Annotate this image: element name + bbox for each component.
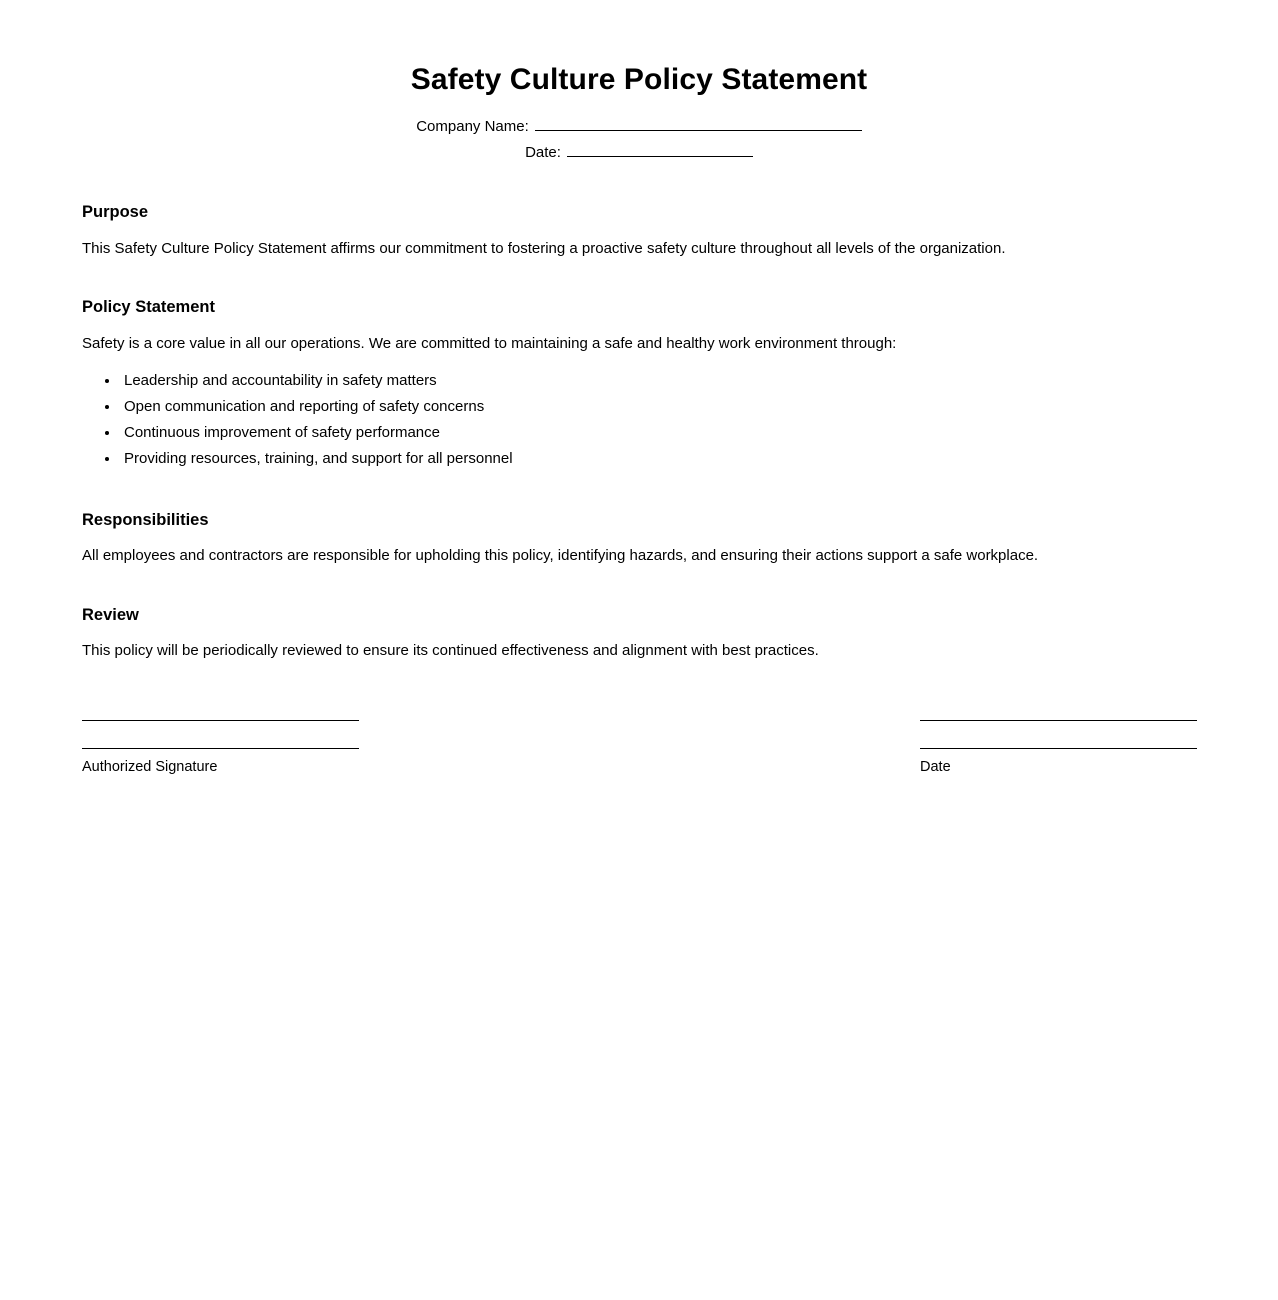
- list-item: • Providing resources, training, and support for all personnel: [120, 446, 1200, 472]
- section-heading-responsibilities: Responsibilities: [82, 510, 209, 529]
- date-field-row: [0, 140, 1278, 166]
- company-name-input[interactable]: [535, 116, 862, 131]
- section-text-purpose: This Safety Culture Policy Statement affirms our commitment to fostering a proactive safety culture throughout all levels of the organization.: [82, 239, 1006, 257]
- authorized-signature-group: [82, 706, 359, 777]
- signature-date-rule-top[interactable]: [920, 720, 1197, 721]
- list-item: • Leadership and accountability in safety matters: [120, 368, 1200, 394]
- section-review: [82, 605, 1200, 662]
- signature-date-group: [920, 706, 1197, 777]
- list-item: • Open communication and reporting of safety concerns: [120, 394, 1200, 420]
- policy-commitment-list: [82, 354, 1200, 472]
- company-name-field-row: [0, 114, 1278, 140]
- page-title: Safety Culture Policy Statement: [410, 63, 868, 96]
- date-label: Date:: [525, 144, 561, 161]
- section-text-responsibilities: All employees and contractors are responsible for upholding this policy, identifying hazards, and ensuring their actions support a safe workplace.: [82, 547, 1039, 565]
- list-item: • Continuous improvement of safety performance: [120, 420, 1200, 446]
- section-responsibilities: [82, 510, 1200, 567]
- section-purpose: [82, 202, 1200, 259]
- signature-date-label: Date: [920, 758, 951, 775]
- section-policy-statement: [82, 297, 1200, 472]
- authorized-signature-rule-bottom[interactable]: [82, 748, 359, 749]
- section-heading-policy-statement: Policy Statement: [82, 297, 215, 316]
- document-body: [0, 202, 1278, 662]
- date-input[interactable]: [567, 142, 753, 157]
- signature-date-rule-bottom[interactable]: [920, 748, 1197, 749]
- header-fields: [0, 114, 1278, 166]
- company-name-label: Company Name:: [416, 118, 529, 135]
- section-text-policy-statement: Safety is a core value in all our operations. We are committed to maintaining a safe and healthy work environment through:: [82, 334, 897, 352]
- section-text-review: This policy will be periodically reviewed to ensure its continued effectiveness and alignment with best practices.: [82, 642, 819, 660]
- section-heading-review: Review: [82, 605, 139, 624]
- section-heading-purpose: Purpose: [82, 203, 149, 221]
- authorized-signature-rule-top[interactable]: [82, 720, 359, 721]
- signature-block: [0, 706, 1278, 816]
- authorized-signature-label: Authorized Signature: [82, 758, 218, 775]
